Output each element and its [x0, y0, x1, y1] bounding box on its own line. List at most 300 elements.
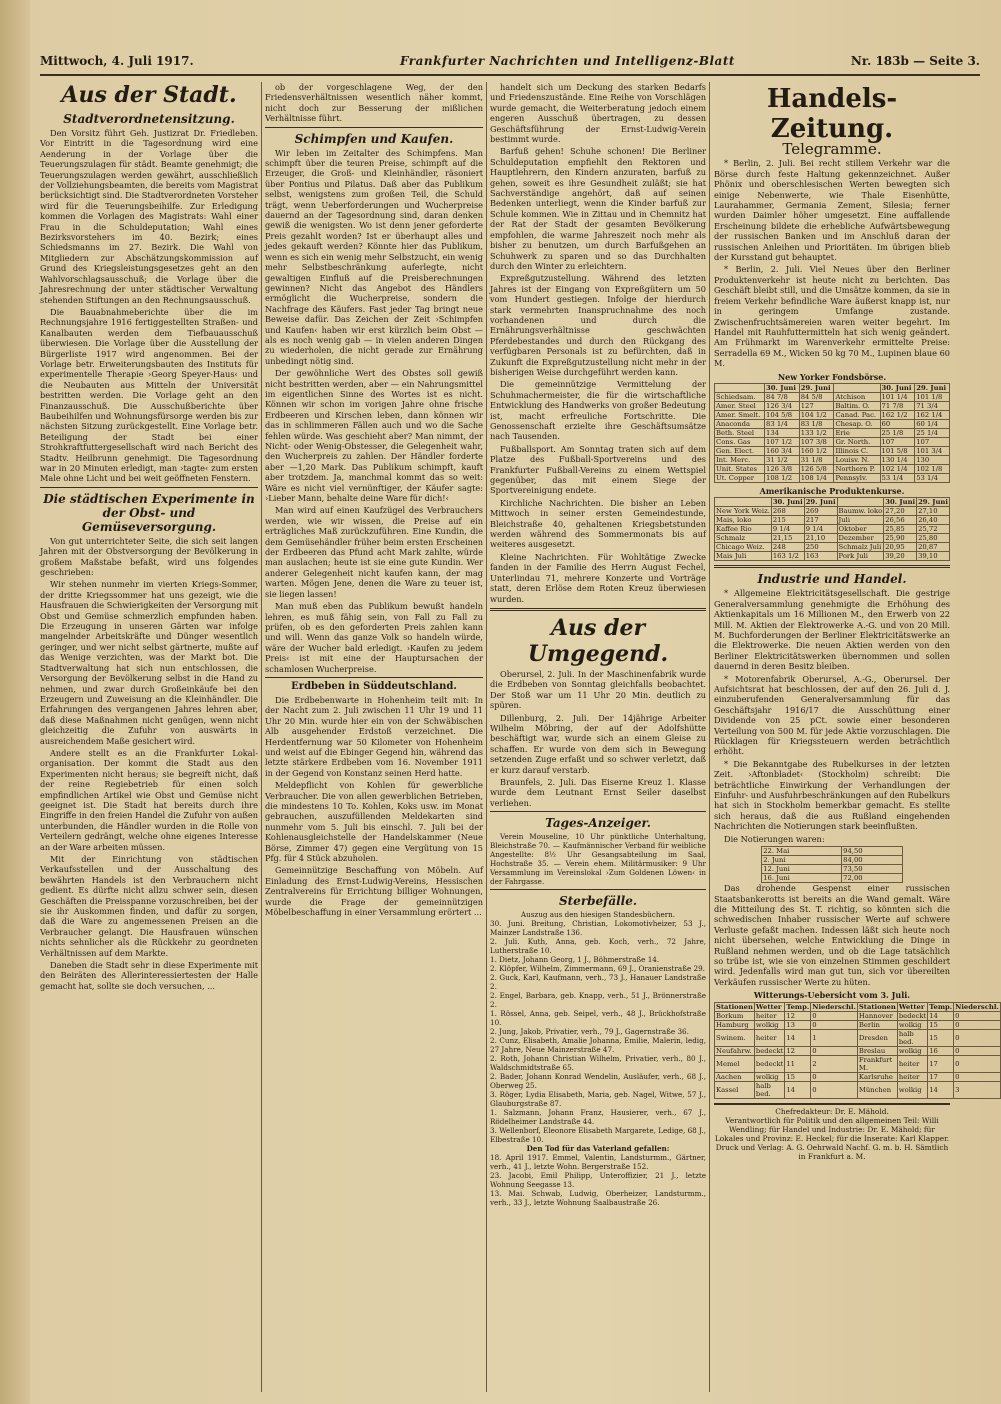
table-cell: 130	[915, 455, 950, 464]
table-cell: 162 1/4	[915, 410, 950, 419]
fallen-heading: Den Tod für das Vaterland gefallen:	[526, 1144, 670, 1154]
death-notice: 3. Wellenborf, Eleonore Elisabeth Margarete, Ledige, 68 J., Elbestraße 10.	[490, 1126, 706, 1145]
table-header-cell: 29. Juni	[799, 383, 834, 392]
table-cell: Mais Juli	[715, 552, 772, 561]
article-paragraph: Andere stellt es an die Frankfurter Lokal-organisation. Der kommt die Stadt aus den Experimenten nicht heraus; sie begreift nicht, daß der reine Regiebetrieb für einen solch empfindlichen Artikel wie Obst und Gemüse nicht geeignet ist. Die Stadt hat bereits durch ihre Eingriffe in den freien Handel die Zufuhr von außen unterbunden, die Händler wurden in die Rolle von Verteilern gedrängt, welche ohne eigenes Interesse an der Ware arbeiten müssen.	[40, 747, 258, 852]
table-row	[715, 507, 950, 516]
bourse-table	[714, 383, 950, 483]
table-cell: 107	[880, 437, 915, 446]
table-cell: 13	[785, 1020, 811, 1029]
table-header-cell: Stationen	[716, 1002, 753, 1011]
table-header-cell	[834, 383, 880, 392]
table-row	[715, 516, 950, 525]
table-row	[715, 534, 950, 543]
table-header-cell: 29. Juni	[915, 383, 950, 392]
table-cell: 0	[811, 1081, 858, 1098]
table-row	[762, 874, 903, 883]
article-heading: Die städtischen Experimente in der Obst- und Gemüseversorgung.	[43, 491, 255, 534]
table-header-cell	[715, 498, 772, 507]
table-cell: 3	[954, 1081, 1001, 1098]
table-cell: Atchison	[834, 392, 880, 401]
table-cell: 107 1/2	[765, 437, 800, 446]
table-cell: Beth. Steel	[715, 428, 765, 437]
article-heading: Stadtverordnetensitzung.	[63, 112, 235, 126]
table-header-cell: Niederschl.	[812, 1002, 856, 1011]
death-notice: 1. Salzmann, Johann Franz, Hausierer, verh., 67 J., Rödelheimer Landstraße 44.	[490, 1108, 706, 1127]
table-cell: Int. Merc.	[715, 455, 765, 464]
article-paragraph: * Berlin, 2. Juli. Bei recht stillem Verkehr war die Börse durch feste Haltung gekennzeichnet. Außer Phönix und oberschlesischen Werten bewegten sich einige Nebenwerte, wie Thale Eisenhütte, Laurahammer, Germania Zement, Silesia; ferner wurden Daimler höher umgesetzt. Eine auffallende Erscheinung bildete die erhebliche Aufwärtsbewegung der russischen Banken und im Anschluß daran der russischen Anleihen und Prioritäten. Im übrigen blieb der Kursstand gut behauptet.	[714, 158, 950, 263]
table-cell: Cons. Gas	[715, 437, 765, 446]
table-cell: Louisv. N.	[834, 455, 880, 464]
imprint	[714, 1103, 950, 1161]
table-cell: 108 1/4	[799, 473, 834, 482]
table-cell: 20,95	[884, 543, 917, 552]
table-cell: 83 1/8	[799, 419, 834, 428]
table-header-cell: 30. Juni	[880, 383, 915, 392]
table-row	[715, 437, 950, 446]
table-cell: 126 5/8	[799, 464, 834, 473]
death-notice: 3. Röger, Lydia Elisabeth, Maria, geb. Nagel, Witwe, 57 J., Glauburgstraße 87.	[490, 1090, 706, 1109]
table-cell: Schiedsam.	[715, 392, 765, 401]
table-cell: 126 3/4	[765, 401, 800, 410]
table-cell: wolkig	[897, 1046, 927, 1055]
table-cell: 17	[928, 1072, 954, 1081]
table-cell: 21,10	[804, 534, 837, 543]
article-paragraph: Kirchliche Nachrichten. Die bisher an Leben Mittwoch in seiner ersten Gemeindestunde, Bleichstraße 40, gehaltenen Kriegsbetstunden werden während des Sommermonats bis auf weiteres ausgesetzt.	[490, 497, 706, 550]
table-cell: 0	[954, 1011, 1001, 1020]
table-cell: 0	[954, 1055, 1001, 1072]
table-cell: 102 1/4	[880, 464, 915, 473]
article-paragraph: Man muß eben das Publikum bewußt handeln lehren, es muß fähig sein, von Fall zu Fall zu prüfen, ob es den geforderten Preis zahlen kann und will. Wenn das ganze Volk so handeln würde, wäre der Wucher bald erledigt. ›Kaufen zu jedem Preis‹ ist mit eine der Hauptursachen der schamlosen Wucherpreise.	[265, 601, 483, 674]
table-cell: 20,87	[917, 543, 950, 552]
table-cell: 14	[785, 1029, 811, 1046]
article-paragraph: Dillenburg, 2. Juli. Der 14jährige Arbeiter Wilhelm Möbring, der auf der Adolfshütte beschäftigt war, wurde sich an einem Gleise zu schaffen. Er wurde von dem sich in Bewegung setzenden Zuge erfaßt und so schwer verletzt, daß er kurz darauf verstarb.	[490, 712, 706, 775]
table-cell: München	[857, 1081, 897, 1098]
table-row	[715, 543, 950, 552]
article-paragraph: * Motorenfabrik Oberursel, A.-G., Oberursel. Der Aufsichtsrat hat beschlossen, der auf den 26. Juli d. J. einzuberufenden Generalversammlung für das Geschäftsjahr 1916/17 die Ausschüttung einer Dividende von 25 pCt. sowie einer besonderen Verteilung von 500 M. für jede Aktie vorzuschlagen. Die Rücklagen für Kriegssteuern werden beträchtlich erhöht.	[714, 673, 950, 757]
table-cell: 9 1/4	[771, 525, 804, 534]
table-cell: Gen. Elect.	[715, 446, 765, 455]
death-notice: 2. Juli. Kuth, Anna, geb. Koch, verh., 72 Jahre, Lutherstraße 10.	[490, 937, 706, 956]
table-row	[715, 428, 950, 437]
table-cell: 217	[804, 516, 837, 525]
table-header-cell: 30. Juni	[765, 383, 800, 392]
table-cell: 104 5/8	[765, 410, 800, 419]
table-cell: 1	[811, 1029, 858, 1046]
table-cell: wolkig	[897, 1081, 927, 1098]
table-row	[715, 1072, 1001, 1081]
table-cell: Mais, loko	[715, 516, 772, 525]
rubel-lead: Die Notierungen waren:	[724, 833, 825, 844]
article-paragraph: Gemeinnützige Beschaffung von Möbeln. Auf Einladung des Ernst-Ludwig-Vereins, Hessischen Zentralvereins für Errichtung billiger Wohnungen, wurde die Frage der gemeinnützigen Möbelbeschaffung in einer Versammlung erörtert ...	[265, 865, 483, 918]
table-cell: 84 5/8	[799, 392, 834, 401]
death-notice: 2. Bader, Johann Konrad Wendelin, Ausläufer, verh., 68 J., Oberweg 25.	[490, 1072, 706, 1091]
table-title: Amerikanische Produktenkurse.	[759, 485, 905, 496]
table-cell: 21,15	[771, 534, 804, 543]
table-row	[715, 1055, 1001, 1072]
article-heading: Industrie und Handel.	[757, 572, 907, 587]
table-cell: 2. Juni	[762, 856, 842, 865]
table-cell: 248	[771, 543, 804, 552]
table-cell: Neufahrw.	[715, 1046, 755, 1055]
table-cell: Pennsylv.	[834, 473, 880, 482]
table-cell: Illinois C.	[834, 446, 880, 455]
table-cell: New York Weiz.	[716, 507, 770, 516]
table-cell: 9 1/4	[804, 525, 837, 534]
article-paragraph: Oberursel, 2. Juli. In der Maschinenfabrik wurde die Erdbeben von Sonntag gleichfalls beobachtet. Der Stoß war um 11 Uhr 20 Min. deutlich zu spüren.	[490, 668, 706, 711]
table-cell: 250	[804, 543, 837, 552]
table-cell: 25,80	[917, 534, 950, 543]
table-row	[715, 1029, 1001, 1046]
table-cell: Hamburg	[715, 1020, 755, 1029]
death-notice-list	[490, 919, 706, 1144]
table-cell: wolkig	[897, 1020, 927, 1029]
table-cell: Swinem.	[715, 1029, 755, 1046]
table-cell: Kassel	[715, 1081, 755, 1098]
table-cell: Karlsruhe	[857, 1072, 897, 1081]
table-cell: Anaconda	[715, 419, 765, 428]
table-header-row	[715, 383, 950, 392]
table-cell: 26,40	[917, 516, 950, 525]
article-paragraph: Das drohende Gespenst einer russischen Staatsbankerotts ist bereits an die Wand gemalt. Wäre die Mitteilung des St. T. richtig, so könnten sich die schwedischen Inhaber russischer Werte auf schwere Verluste gefaßt machen. Indessen läßt sich heute noch nicht übersehen, welche Entwicklung die Dinge in Rußland nehmen werden, und ob die Lage tatsächlich so trübe ist, wie sie von einzelnen Stimmen geschildert wird. Jedenfalls wird man gut tun, sich vor übereilten Verkäufen russischer Werte zu hüten.	[714, 883, 950, 987]
divider	[714, 565, 950, 568]
imprint-line: Druck und Verlag: A. G. Oehrwald Nachf. G. m. b. H. Sämtlich in Frankfurt a. M.	[715, 1142, 949, 1161]
table-cell: 31 1/8	[799, 455, 834, 464]
article-paragraph: Expreßgutzustellung. Während des letzten Jahres ist der Eingang von Expreßgütern um 50 vom Hundert gestiegen. Infolge der hierdurch stark vermehrten Inanspruchnahme des noch vorhandenen und durch die Ernährungsverhältnisse geschwächten Pferdebestandes und durch den Rückgang des verfügbaren Personals ist zu befürchten, daß in Zukunft die Expreßgutzustellung nicht mehr in der bisherigen Weise durchgeführt werden kann.	[490, 273, 706, 377]
table-cell: bedeckt	[898, 1011, 927, 1020]
article-paragraph: Wir stehen nunmehr im vierten Kriegs-Sommer, der dritte Kriegssommer hat uns gezeigt, wie die Hausfrauen die Schwierigkeiten der Versorgung mit Obst und Gemüse schmerzlich empfunden haben. Die Erzeugung in unseren Gärten war infolge mangelnder Arbeitskräfte und Dünger wesentlich geringer, und wer nicht selbst gärtnerte, mußte auf das Wenige verzichten, was der Markt bot. Die Stadtverwaltung hat sich nun entschlossen, die Versorgung der Bevölkerung selbst in die Hand zu nehmen, und zwar durch Großeinkäufe bei den Erzeugern und Zuweisung an die Kleinhändler. Die Erfahrungen des vergangenen Jahres lehren aber, daß diese Maßnahmen nicht genügen, wenn nicht gleichzeitig die Zufuhr von auswärts in ausreichendem Maße gesichert wird.	[40, 579, 258, 746]
column-1	[40, 82, 258, 1392]
article-paragraph: Verein Mouseline, 10 Uhr pünktliche Unterhaltung, Bleichstraße 70. — Kaufmännischer Verband für weibliche Angestellte: 8½ Uhr Gesangsabteilung im Saal, Hochstraße 35. — Verein ehem. Militärmusiker: 9 Uhr Versammlung im Vereinslokal ›Zum Goldenen Löwen‹ in der Fahrgasse.	[490, 832, 706, 887]
table-cell: Canad. Pac.	[834, 410, 880, 419]
table-row	[715, 392, 950, 401]
table-header-cell: Wetter	[754, 1002, 784, 1011]
table-cell: 0	[811, 1011, 858, 1020]
table-cell: 101 5/8	[880, 446, 915, 455]
table-cell: 163	[804, 552, 837, 561]
imprint-line: Verantwortlich für Politik und den allgemeinen Teil: Willi Wendling; für Handel und Industrie: Dr. E. Mähold; für Lokales und Provinz: E. Heckel; für die Inserate: Karl Klapper.	[714, 1115, 950, 1143]
table-cell: Chicago Weiz.	[715, 543, 772, 552]
table-row	[715, 1046, 1001, 1055]
table-header-row	[715, 498, 950, 507]
table-cell: heiter	[897, 1055, 927, 1072]
table-row	[715, 419, 950, 428]
table-header-cell	[837, 498, 884, 507]
table-cell: 16	[928, 1046, 954, 1055]
table-cell: 14	[928, 1081, 954, 1098]
table-cell: 108 1/2	[765, 473, 800, 482]
death-notice: 2. Roth, Johann Christian Wilhelm, Privatier, verh., 80 J., Waldschmidtstraße 65.	[490, 1054, 706, 1073]
table-cell: 72,00	[842, 874, 903, 883]
article-paragraph: Die Erdbebenwarte in Hohenheim teilt mit: In der Nacht zum 2. Juli zwischen 11 Uhr 19 und 11 Uhr 20 Min. wurde hier ein von der Schwäbischen Alb ausgehender Erdstoß verzeichnet. Die Herdentfernung war 50 Kilometer von Hohenheim und weist auf die Ebinger Gegend hin, während das letzte stärkere Erdbeben vom 16. November 1911 in der Gegend von Konstanz seinen Herd hatte.	[265, 694, 483, 778]
table-cell: 102 1/8	[915, 464, 950, 473]
article-paragraph: ob der vorgeschlagene Weg, der den Friedensverhältnissen wesentlich näher kommt, nicht doch zur Besserung der mißlichen Verhältnisse führt.	[265, 82, 483, 124]
table-cell: Baltim. O.	[834, 401, 880, 410]
table-cell: 25,90	[884, 534, 917, 543]
table-cell: 26,56	[884, 516, 917, 525]
table-cell: 126 3/8	[765, 464, 800, 473]
divider	[490, 608, 706, 611]
article-heading: Schimpfen und Kaufen.	[294, 131, 454, 146]
table-cell: 71 7/8	[880, 401, 915, 410]
table-row	[715, 401, 950, 410]
article-paragraph: * Berlin, 2. Juli. Viel Neues über den Berliner Produktenverkehr ist heute nicht zu berichten. Das Geschäft bleibt still, und die Umsätze kommen, da sie in freiem Verkehr befindliche Ware äußerst knapp ist, nur in geringem Umfange zustande. Zwischenfruchtsämereien waren weiter begehrt. Im Handel mit Rauhfuttermitteln hat sich wenig geändert. Am Frühmarkt im Warenverkehr ermittelte Preise: Serradella 69 M., Wicken 50 kg 70 M., Lupinen blaue 60 M.	[714, 264, 950, 369]
table-cell: Hannover	[857, 1011, 897, 1020]
table-cell: Unit. States	[715, 464, 765, 473]
table-cell: 39,10	[917, 552, 950, 561]
table-cell: 14	[928, 1011, 954, 1020]
table-cell: 60	[880, 419, 915, 428]
table-header-cell: Niederschl.	[955, 1002, 999, 1011]
table-cell: Schmalz	[715, 534, 772, 543]
article-paragraph: handelt sich um Deckung des starken Bedarfs und Friedenszustände. Eine Reihe von Vorschlägen wurde gemacht, die Weiterberatung jedoch einem engeren Ausschuß übertragen, zu dessen Geschäftsführung der Ernst-Ludwig-Verein bestimmt wurde.	[490, 82, 706, 145]
table-cell: 127	[799, 401, 834, 410]
death-notice: 2. Engel, Barbara, geb. Knapp, verh., 51 J., Brönnerstraße 2.	[490, 991, 706, 1010]
table-header-cell: Wetter	[897, 1002, 927, 1011]
death-notice: 2. Cunz, Elisabeth, Amalie Johanna, Emilie, Malerin, ledig, 27 Jahre, Neue Mainzerstraße 47.	[490, 1036, 706, 1055]
article-paragraph: Der gewöhnliche Wert des Obstes soll gewiß nicht bestritten werden, aber — ein Nahrungsmittel im eigentlichen Sinne des Wortes ist es nicht. Können wir schon im vorigen Jahre ohne frische Erdbeeren und Kirschen leben, dann können wir das in schlimmeren Fällen auch und wo die Sache fehlen würde. Was geschieht aber? Man nimmt, der Nicht- oder Wenig-Obstesser, die Gelegenheit wahr, den Wucherpreis zu zahlen. Der Händler forderte aber —1,20 Mark. Das Publikum schimpft, kauft aber trotzdem. Ja, manchmal kommt das so weit: Wäre es nicht viel vernünftiger, der Käufer sagte: ›Lieber Mann, behalte deine Ware für dich!‹	[265, 368, 483, 504]
table-row	[715, 455, 950, 464]
table-cell: 16. Juni	[762, 874, 842, 883]
article-paragraph: Mit der Einrichtung von städtischen Verkaufsstellen und der Ausschaltung des bewährten Handels ist den Verbrauchern nicht gedient. Es dürfte nicht allzu schwer sein, diesen Geschäften die Preisspanne vorzuschreiben, bei der sie ihr Auskommen finden, und dafür zu sorgen, daß die Ware zu angemessenen Preisen an die Verbraucher gelangt. Die Hausfrauen wünschen nichts sehnlicher als die Rückkehr zu geordneten Verhältnissen auf dem Markte.	[40, 854, 258, 958]
table-cell: Northern P.	[834, 464, 880, 473]
article-paragraph: Wir leben im Zeitalter des Schimpfens. Man schimpft über die teuren Preise, schimpft auf die Erzeuger, die Groß- und Kleinhändler, räsoniert über Pontius und Pilatus. Daß aber das Publikum selbst, wenigstens zum großen Teil, die Schuld trägt, wenn Ueberforderungen und Wucherpreise dauernd an der Tagesordnung sind, daran denken gewiß die wenigsten. Wo ist denn jener geforderte Preis gezahlt worden? Ist er überhaupt alles und jedes gekauft werden? Könnte hier das Publikum, wenn es sich ein wenig mehr Selbstzucht, ein wenig mehr Selbstbeschränkung auferlegte, nicht gewaltigen Einfluß auf die Preisberechnungen gewinnen? Nicht das Angebot des Händlers ermöglicht die Wucherpreise, sondern die Nachfrage des Käufers. Fast jeder Tag bringt neue Beweise dafür. Das Zeichen der Zeit ›Schimpfen und Kaufen‹ haben wir erst kürzlich beim Obst — als es noch wenig gab — in vielen anderen Dingen zu wiederholen, die nicht gerade zur Ernährung unbedingt nötig sind.	[265, 147, 483, 366]
column-rule	[709, 82, 710, 1392]
article-paragraph: Kleine Nachrichten. Für Wohltätige Zwecke fanden in der Familie des Herrn August Fechel, Unterlindau 71, mehrere Konzerte und Vorträge statt, deren Erlöse dem Roten Kreuz überwiesen wurden.	[490, 551, 706, 604]
table-row	[715, 410, 950, 419]
table-row	[762, 847, 903, 856]
table-cell: 0	[954, 1029, 1001, 1046]
article-paragraph: Braunfels, 2. Juli. Das Eiserne Kreuz 1. Klasse wurde dem Leutnant Ernst Seiler daselbst verliehen.	[490, 776, 706, 808]
table-cell: 0	[811, 1046, 858, 1055]
table-cell: 14	[785, 1081, 811, 1098]
table-cell: wolkig	[754, 1072, 784, 1081]
table-row	[715, 1081, 1001, 1098]
table-cell: Schmalz Juli	[837, 543, 884, 552]
table-cell: 83 1/4	[765, 419, 800, 428]
section-subhead: Telegramme.	[782, 140, 882, 158]
table-cell: 215	[771, 516, 804, 525]
column-3	[490, 82, 706, 1392]
table-row	[715, 552, 950, 561]
table-cell: 27,20	[884, 507, 917, 516]
article-paragraph: Die gemeinnützige Vermittelung der Schuhmachermeister, die für die wirtschaftliche Entwicklung des Handwerks von großer Bedeutung ist, macht erfreuliche Fortschritte. Die Genossenschaft erzielte ihre Geschäftsumsätze nach Tausenden.	[490, 379, 706, 442]
table-cell: 53 1/4	[915, 473, 950, 482]
table-cell: Memel	[715, 1055, 755, 1072]
fallen-notice: 13. Mai. Schwab, Ludwig, Oberheizer, Landsturmm., verh., 33 J., letzte Wohnung Saalbaustraße 26.	[490, 1189, 706, 1208]
imprint-line: Chefredakteur: Dr. E. Mähold.	[775, 1106, 889, 1116]
divider	[490, 889, 706, 890]
article-paragraph: Daneben die Stadt sehr in diese Experimente mit den Beiräten des Allerinteressiertesten der Halle gemacht hat, sollte sie doch versuchen, ...	[40, 960, 258, 991]
table-cell: Breslau	[857, 1046, 897, 1055]
table-cell: 101 1/8	[915, 392, 950, 401]
death-notice: 2. Jung, Jakob, Privatier, verh., 79 J., Gagernstraße 36.	[490, 1027, 689, 1037]
table-cell: 84 7/8	[765, 392, 800, 401]
article-paragraph: * Die Bekanntgabe des Rubelkurses in der letzten Zeit. ›Aftonbladet‹ (Stockholm) schreibt: Die beträchtliche Einwirkung der Verhandlungen der Einfuhr- und Ausfuhrbeschränkungen auf den Rubelkurs hat sich in Stockholm bemerkbar gemacht. Es stellte sich heraus, daß die aus Rußland eingehenden Nachrichten die Notierungen stark beeinflußten.	[714, 758, 950, 832]
paper-title: Frankfurter Nachrichten und Intelligenz-Blatt	[400, 54, 735, 68]
article-paragraph: Von gut unterrichteter Seite, die sich seit langen Jahren mit der Obstversorgung der Bevölkerung in großem Maßstabe befaßt, wird uns folgendes geschrieben:	[40, 535, 258, 578]
table-cell: 15	[928, 1020, 954, 1029]
table-cell: Amer. Steel	[715, 401, 765, 410]
table-header-cell: 30. Juni	[885, 498, 916, 507]
article-paragraph: Die Bauabnahmeberichte über die im Rechnungsjahre 1916 fertiggestellten Straßen- und Kanalbauten werden dem Tiefbauausschuß überwiesen. Die Vorlage über die Ausstellung der Bürgerliste 1917 wird angenommen. Bei der Vorlage betr. Erweiterungsbauten des Instituts für experimentelle Therapie ›Georg Speyer-Haus‹ und die Neubauten aus Mitteln der Universität bestritten werden. Die Vorlage geht an den Finanzausschuß. Die Ausschußberichte über Baubeihilfen und Wohnungsfürsorge werden bis zur nächsten Sitzung zurückgestellt. Eine Vorlage betr. Beteiligung der Stadt bei einer Strohkraftfuttergesellschaft wird nach Bericht des Stadtv. Heilbrunn genehmigt. Die Tagesordnung war in 20 Minuten erledigt, man ›tagte‹ zum ersten Male ohne Licht und bei weit geöffneten Fenstern.	[40, 306, 258, 484]
table-cell: 2	[811, 1055, 858, 1072]
column-rule	[486, 82, 487, 1392]
article-paragraph: Meldepflicht von Kohlen für gewerbliche Verbraucher. Die von allen gewerblichen Betrieben, die mindestens 10 To. Kohlen, Koks usw. im Monat gebrauchen, auszufüllenden Meldekarten sind nunmehr vom 5. Juli bis einschl. 7. Juli bei der Kohlenausgleichstelle der Handelskammer (Neue Börse, Zimmer 47) gegen eine Vergütung von 15 Pfg. für 4 Stück abzuholen.	[265, 780, 483, 864]
article-paragraph: Man wird auf einen Kaufzügel des Verbrauchers werden, wie wir wissen, die Preise auf ein erträgliches Maß zurückzuführen. Eine Kundin, die dem Gemüsehändler früher beim ersten Erscheinen der Erdbeeren das Pfund acht Mark zahlte, würde man auslachen; heute ist sie eine gute Kundin. Wer anderer Gelegenheit nicht kaufen kann, der mag warten. Mögen Jene, denen die Ware zu teuer ist, sie liegen lassen!	[265, 505, 483, 599]
table-cell: Berlin	[857, 1020, 897, 1029]
table-cell: 27,10	[917, 507, 950, 516]
table-cell: 73,50	[842, 865, 903, 874]
section-heading: Aus der Stadt.	[61, 82, 237, 108]
table-cell: 12. Juni	[762, 865, 842, 874]
table-cell: halb bed.	[897, 1029, 927, 1046]
table-row	[715, 464, 950, 473]
table-cell: 17	[928, 1055, 954, 1072]
table-title: New Yorker Fondsbörse.	[777, 371, 887, 382]
table-row	[762, 865, 903, 874]
death-notice: 1. Rössel, Anna, geb. Seipel, verh., 48 J., Brückhofstraße 10.	[490, 1009, 706, 1028]
death-notice: 30. Juni. Breitung, Christian, Lokomotivheizer, 53 J., Mainzer Landstraße 136.	[490, 919, 706, 938]
table-cell: Dezember	[837, 534, 884, 543]
table-row	[715, 473, 950, 482]
table-cell: 269	[804, 507, 837, 516]
table-row	[762, 856, 903, 865]
table-cell: 268	[771, 507, 804, 516]
table-cell: 25,85	[884, 525, 917, 534]
table-cell: 104 1/2	[799, 410, 834, 419]
table-cell: 0	[811, 1020, 858, 1029]
table-cell: bedeckt	[754, 1055, 784, 1072]
table-row	[715, 1020, 1001, 1029]
table-cell: 0	[954, 1020, 1001, 1029]
section-masthead: Handels-Zeitung.	[766, 84, 898, 144]
page-header	[40, 48, 980, 76]
death-notice: 2. Klöpfer, Wilhelm, Zimmermann, 69 J., Oranienstraße 29.	[490, 964, 705, 974]
table-cell: Frankfurt M.	[857, 1055, 897, 1072]
article-heading: Sterbefälle.	[558, 894, 638, 909]
table-cell: 0	[954, 1072, 1001, 1081]
table-cell: 134	[765, 428, 800, 437]
fallen-list	[490, 1153, 706, 1207]
divider	[40, 487, 258, 488]
table-cell: bedeckt	[755, 1046, 784, 1055]
table-header-cell: 30. Juni	[772, 498, 803, 507]
table-header-cell: 29. Juni	[805, 498, 836, 507]
article-paragraph: * Allgemeine Elektricitätsgesellschaft. Die gestrige Generalversammlung genehmigte die Erhöhung des Aktienkapitals um 16 Millionen M., den Erwerb von 22 Mill. M. Aktien der Elektrowerke A.-G. und von 20 Mill. M. Buchforderungen der Berliner Elektricitätswerke an die Elektrowerke. Die neuen Aktien werden von den Berliner Elektricitätswerken übernommen und sollen dauernd in deren Besitz bleiben.	[714, 588, 950, 672]
table-row	[715, 525, 950, 534]
table-row	[715, 446, 950, 455]
table-cell: 25 1/8	[880, 428, 915, 437]
table-cell: Pork Juli	[837, 552, 884, 561]
table-cell: 163 1/2	[771, 552, 804, 561]
table-cell: 12	[785, 1011, 811, 1020]
table-cell: 25 1/4	[915, 428, 950, 437]
issue-date: Mittwoch, 4. Juli 1917.	[40, 54, 194, 68]
table-cell: 53 1/4	[880, 473, 915, 482]
table-cell: 15	[785, 1072, 811, 1081]
column-rule	[261, 82, 262, 1392]
table-cell: heiter	[754, 1011, 784, 1020]
table-cell: 39,20	[884, 552, 917, 561]
table-header-cell: 29. Juni	[918, 498, 948, 507]
divider	[265, 677, 483, 678]
table-cell: 15	[928, 1029, 954, 1046]
article-paragraph: Fußballsport. Am Sonntag traten sich auf dem Platze des Fußball-Sportvereins und des Frankfurter Fußball-Vereins zu einem Wettspiel gegenüber, das mit einem Siege der Sportvereinigung endete.	[490, 443, 706, 496]
table-cell: heiter	[754, 1029, 784, 1046]
table-cell: Erie	[834, 428, 880, 437]
fallen-notice: 18. April 1917. Emmel, Valentin, Landsturmm., Gärtner, verh., 41 J., letzte Wohn. Bergerstraße 152.	[490, 1153, 706, 1172]
table-cell: Dresden	[857, 1029, 897, 1046]
table-header-cell	[715, 383, 765, 392]
table-cell: Amer. Smelt.	[715, 410, 765, 419]
section-heading: Aus der Umgegend.	[527, 614, 669, 667]
column-2	[265, 82, 483, 1392]
weather-table	[714, 1002, 1001, 1099]
table-cell: 31 1/2	[765, 455, 800, 464]
table-cell: 160 3/4	[765, 446, 800, 455]
column-4	[714, 82, 999, 1392]
article-heading: Erdbeben in Süddeutschland.	[291, 680, 457, 692]
table-cell: 130 1/4	[880, 455, 915, 464]
table-cell: 107 3/8	[799, 437, 834, 446]
article-paragraph: Den Vorsitz führt Geh. Justizrat Dr. Friedleben. Vor Eintritt in die Tagesordnung wird eine Aenderung in der Vorlage über die Teuerungszulagen für städt. Beamte genehmigt; die Teuerungszulagen werden gewährt, ausschließlich der Vollziehungsbeamten, die bereits vom Magistrat berücksichtigt sind. Die Stadtverordneten Vorsteher wird für die Teuerungsbeihilfe. Zur Erledigung kommen die Vorlagen des Magistrats: Wahl einer Frau in die Schuldeputation; Wahl eines Bezirksvorstehers im 40. Bezirk; eines Schiedsmanns im 27. Bezirk. Die Wahl von Mitgliedern zur Abschätzungskommission auf Grund des Kriegsleistungsgesetzes geht an den Wahlvorschlagsausschuß; die Vorlage über die Jahresrechnung der unter städtischer Verwaltung stehenden Stiftungen an den Rechnungsausschuß.	[40, 128, 258, 305]
table-cell: Oktober	[837, 525, 884, 534]
table-header-row	[715, 1002, 1001, 1011]
table-cell: 22. Mai	[762, 847, 842, 856]
divider	[490, 811, 706, 812]
table-header-cell: Temp.	[929, 1002, 953, 1011]
table-cell: Aachen	[715, 1072, 755, 1081]
page-number: Nr. 183b — Seite 3.	[850, 54, 980, 68]
table-cell: Baumw. loko	[838, 507, 883, 516]
table-row	[715, 1011, 1001, 1020]
table-cell: heiter	[897, 1072, 927, 1081]
produce-table	[714, 497, 950, 561]
table-cell: Chesap. O.	[834, 419, 880, 428]
table-header-cell: Stationen	[858, 1002, 896, 1011]
death-notice: 1. Dietz, Johann Georg, 1 J., Böhmerstraße 14.	[490, 955, 660, 965]
rubel-table	[761, 846, 903, 883]
table-cell: 25,72	[917, 525, 950, 534]
table-cell: halb bed.	[754, 1081, 784, 1098]
table-cell: 0	[811, 1072, 858, 1081]
table-cell: wolkig	[754, 1020, 784, 1029]
table-cell: Gr. North.	[834, 437, 880, 446]
page-edge	[0, 0, 30, 1404]
table-cell: 101 3/4	[915, 446, 950, 455]
table-cell: 12	[785, 1046, 811, 1055]
article-paragraph: Barfuß gehen! Schuhe schonen! Die Berliner Schuldeputation empfiehlt den Rektoren und Hauptlehrern, den Kindern anzuraten, barfuß zu gehen, soweit es ihre Gesundheit zuläßt; sie hat Sachverständige angehört, daß auf seinen Bedenken unterliegt, wenn die Kinder barfuß zur Schule kommen. Wie in Zittau und in Chemnitz hat der Rat der Stadt der gesamten Bevölkerung empfohlen, die warme Jahreszeit noch mehr als bisher zu benutzen, um durch Barfußgehen an Schuhwerk zu sparen und so das Durchhalten durch den Winter zu erleichtern.	[490, 146, 706, 271]
death-notice: 2. Guck, Karl, Kaufmann, verh., 73 J., Hanauer Landstraße 2.	[490, 973, 706, 992]
fallen-notice: 23. Jacobi, Emil Philipp, Unteroffizier, 21 J., letzte Wohnung Seegasse 13.	[490, 1171, 706, 1190]
table-cell: 160 1/2	[799, 446, 834, 455]
table-header-cell: Temp.	[786, 1002, 810, 1011]
table-cell: 0	[954, 1046, 1001, 1055]
table-cell: 133 1/2	[799, 428, 834, 437]
table-cell: Kaffee Rio	[715, 525, 772, 534]
table-cell: Juli	[837, 516, 884, 525]
table-cell: 71 3/4	[915, 401, 950, 410]
table-cell: Borkum	[715, 1011, 755, 1020]
table-title: Witterungs-Uebersicht vom 3. Juli.	[753, 990, 911, 1001]
table-cell: 101 1/4	[880, 392, 915, 401]
table-cell: Ut. Copper	[715, 473, 765, 482]
table-cell: 94,50	[842, 847, 903, 856]
table-cell: 60 1/4	[915, 419, 950, 428]
sterbe-intro: Auszug aus den hiesigen Standesbüchern.	[520, 910, 676, 920]
article-heading: Tages-Anzeiger.	[545, 816, 651, 831]
